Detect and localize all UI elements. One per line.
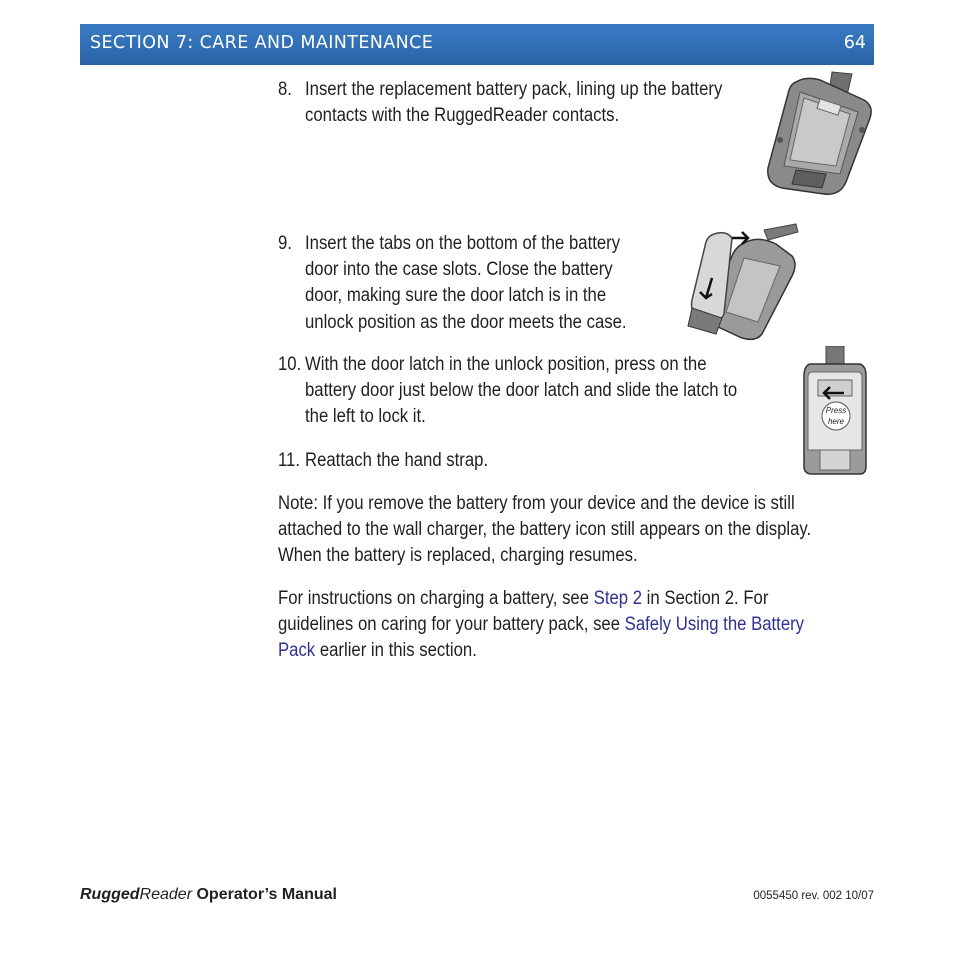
note-line-3: When the battery is replaced, charging resumes. xyxy=(278,545,638,566)
footer-doc-number: 0055450 rev. 002 10/07 xyxy=(753,890,874,902)
instructions-text-3: guidelines on caring for your battery pack, see xyxy=(278,614,625,635)
step-10-line-1: With the door latch in the unlock position, press on the xyxy=(305,354,707,375)
press-here-label-1: Press xyxy=(825,406,847,415)
step-9-line-3: door, making sure the door latch is in the xyxy=(305,285,607,306)
note-line-2: attached to the wall charger, the battery icon still appears on the display. xyxy=(278,519,812,540)
instructions-line-2 xyxy=(278,612,804,639)
step-8-number: 8. xyxy=(278,79,292,100)
step-9-line-4: unlock position as the door meets the case. xyxy=(305,312,627,333)
step-2-link[interactable]: Step 2 xyxy=(593,588,643,609)
section-header-bar xyxy=(80,24,874,65)
section-title: SECTION 7: CARE AND MAINTENANCE xyxy=(90,33,434,53)
note-line-1: Note: If you remove the battery from your device and the device is still xyxy=(278,493,795,514)
battery-door-illustration xyxy=(686,222,802,344)
footer-manual-title xyxy=(80,886,337,904)
safely-using-battery-link[interactable]: Safely Using the Battery xyxy=(624,614,805,635)
step-10-line-3: the left to lock it. xyxy=(305,406,426,427)
instructions-text-1: For instructions on charging a battery, see xyxy=(278,588,594,609)
footer-brand-italic: Reader xyxy=(139,886,193,903)
step-8-line-1: Insert the replacement battery pack, lining up the battery xyxy=(305,79,723,100)
instructions-line-3 xyxy=(278,638,477,665)
step-8-line-2: contacts with the RuggedReader contacts. xyxy=(305,105,620,126)
instructions-text-2: in Section 2. For xyxy=(642,588,769,609)
press-here-label-2: here xyxy=(827,417,845,426)
footer-brand-bold: Rugged xyxy=(80,886,140,903)
instructions-line-1 xyxy=(278,586,768,613)
step-9-number: 9. xyxy=(278,233,292,254)
step-9-line-2: door into the case slots. Close the battery xyxy=(305,259,613,280)
step-11-line-1: Reattach the hand strap. xyxy=(305,450,489,471)
instructions-text-4: earlier in this section. xyxy=(315,640,477,661)
door-latch-illustration xyxy=(800,346,870,476)
step-10-line-2: battery door just below the door latch and slide the latch to xyxy=(305,380,738,401)
battery-insert-illustration xyxy=(762,70,874,200)
step-11-number: 11. xyxy=(278,450,301,471)
page-number: 64 xyxy=(843,33,866,53)
footer-manual-label: Operator’s Manual xyxy=(192,886,337,903)
safely-using-battery-link-cont[interactable]: Pack xyxy=(278,640,316,661)
step-10-number: 10. xyxy=(278,354,302,375)
step-9-line-1: Insert the tabs on the bottom of the battery xyxy=(305,233,621,254)
